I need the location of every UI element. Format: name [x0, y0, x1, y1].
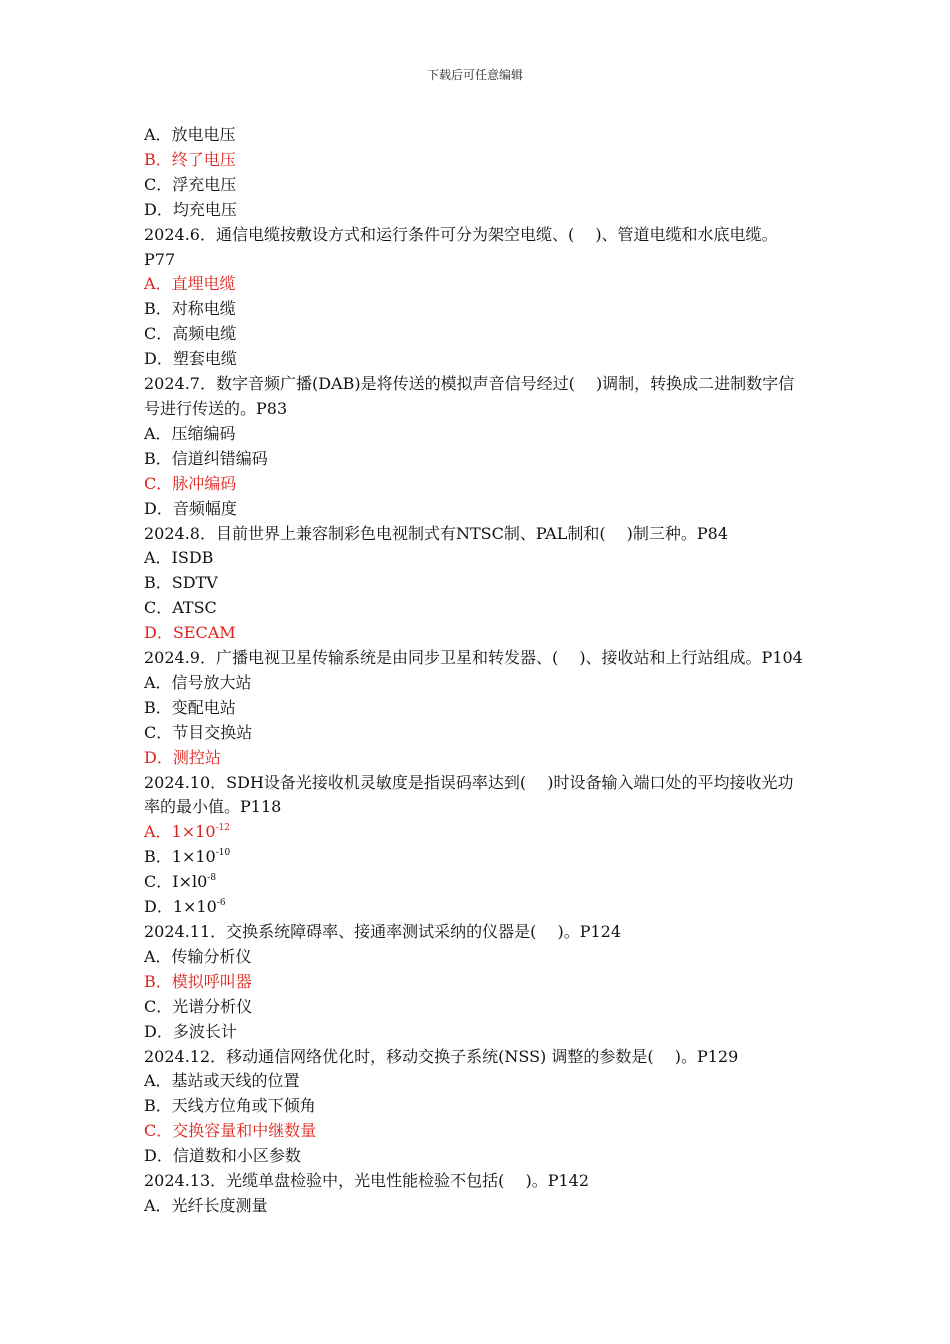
page-header: 下载后可任意编辑: [426, 68, 523, 82]
option-line: B．变配电站: [144, 697, 236, 717]
option-line: D．多波长计: [144, 1021, 237, 1041]
question-line: 2024.8．目前世界上兼容制彩色电视制式有NTSC制、PAL制和( )制三种。P84: [144, 523, 729, 543]
option-line: C．ATSC: [144, 598, 217, 618]
question-line: 2024.11．交换系统障碍率、接通率测试采纳的仪器是( )。P124: [144, 922, 622, 941]
option-line: A．放电电压: [144, 125, 236, 144]
exponent: -12: [215, 823, 231, 834]
exponent: -8: [207, 873, 217, 884]
option-line: A．基站或天线的位置: [144, 1071, 300, 1091]
option-line: 率的最小值。P118: [144, 797, 282, 817]
option-line: D．SECAM: [144, 623, 236, 643]
option-line: A．传输分析仪: [144, 946, 252, 966]
option-line: A．$1\times 10^{-12}$: [144, 822, 231, 842]
question-line: 2024.7．数字音频广播(DAB)是将传送的模拟声音信号经过( )调制，转换成二进制数字信: [144, 374, 795, 394]
question-line: 2024.6．通信电缆按敷设方式和运行条件可分为架空电缆、( )、管道电缆和水底电缆。: [144, 224, 778, 244]
option-line: C．$I\times l0^{-8}$: [144, 872, 217, 892]
option-line: C．高频电缆: [144, 324, 237, 344]
option-line: B．模拟呼叫器: [144, 971, 252, 991]
option-line: B．终了电压: [144, 149, 236, 169]
document-body: [144, 123, 824, 1219]
question-line: 2024.9．广播电视卫星传输系统是由同步卫星和转发器、( )、接收站和上行站组成。P104: [144, 648, 803, 668]
option-line: D．信道数和小区参数: [144, 1146, 301, 1166]
option-line: C．脉冲编码: [144, 473, 237, 493]
option-line: D．音频幅度: [144, 498, 237, 518]
option-line: D．测控站: [144, 747, 221, 767]
option-line: P77: [144, 249, 176, 269]
question-line: 2024.10．SDH设备光接收机灵敏度是指误码率达到( )时设备输入端口处的平均接收光功: [144, 772, 794, 792]
option-line: 号进行传送的。P83: [144, 398, 288, 418]
option-line: B．天线方位角或下倾角: [144, 1096, 316, 1116]
option-line: D．均充电压: [144, 199, 237, 219]
question-line: 2024.13．光缆单盘检验中，光电性能检验不包括( )。P142: [144, 1171, 590, 1191]
exponent: -6: [216, 898, 226, 909]
option-line: C．浮充电压: [144, 174, 237, 194]
option-line: B．对称电缆: [144, 299, 236, 319]
exponent: -10: [215, 848, 231, 859]
option-line: A．ISDB: [144, 548, 214, 568]
question-line: 2024.12．移动通信网络优化时，移动交换子系统(NSS) 调整的参数是( )。P129: [144, 1046, 739, 1066]
option-line: B．信道纠错编码: [144, 448, 268, 468]
option-line: D．$1\times 10^{-6}$: [144, 897, 226, 917]
option-line: D．塑套电缆: [144, 349, 237, 369]
option-line: B．SDTV: [144, 573, 218, 593]
option-line: A．压缩编码: [144, 423, 236, 443]
option-line: A．信号放大站: [144, 672, 252, 692]
option-line: A．光纤长度测量: [144, 1195, 268, 1215]
option-line: B．$1\times 10^{-10}$: [144, 847, 231, 867]
option-line: C．交换容量和中继数量: [144, 1121, 317, 1141]
option-line: C．光谱分析仪: [144, 996, 253, 1016]
option-line: A．直埋电缆: [144, 274, 236, 294]
option-line: C．节目交换站: [144, 722, 253, 742]
